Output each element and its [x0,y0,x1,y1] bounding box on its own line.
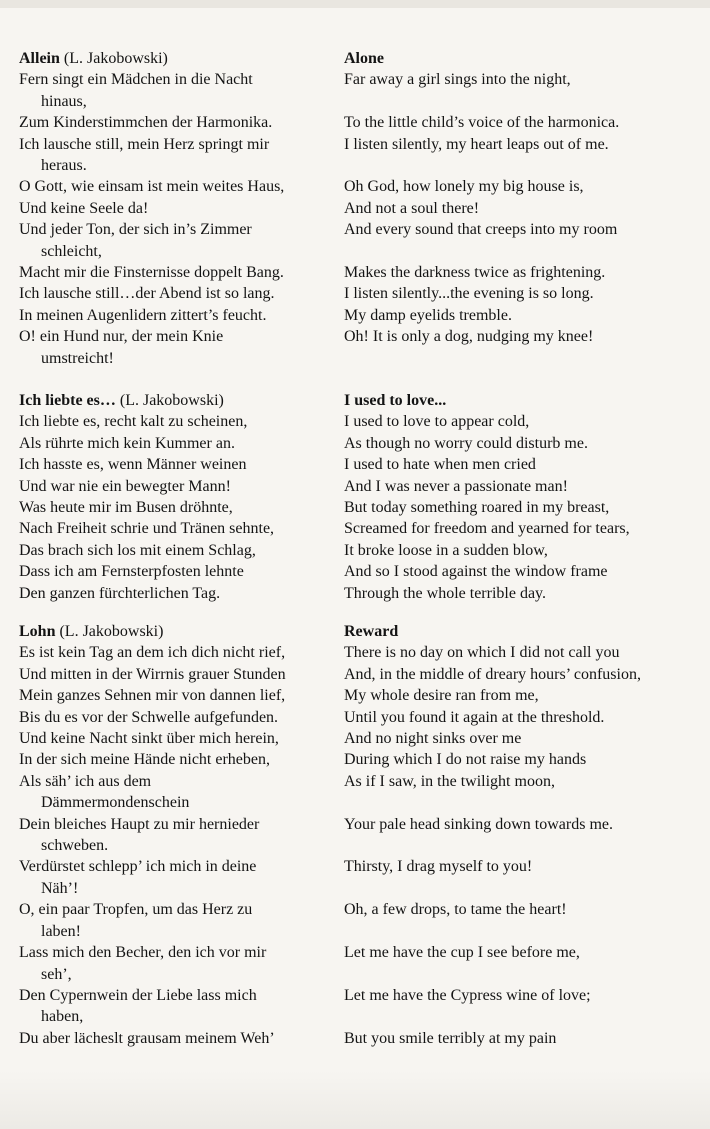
english-line: Makes the darkness twice as frightening. [344,264,606,282]
poem-author: (L. Jakobowski) [119,392,224,409]
poem-line-pair [19,814,699,857]
german-line [19,771,344,814]
german-line-text: O, ein paar Tropfen, um das Herz zu [19,901,253,919]
poem-author: (L. Jakobowski) [59,623,164,640]
german-line-text: Den Cypernwein der Liebe lass mich [19,986,257,1004]
german-line [19,326,344,369]
german-line-text: Bis du es vor der Schwelle aufgefunden. [19,708,279,726]
english-title-text: Alone [344,50,384,67]
german-line-continuation: Dämmermondenschein [41,794,190,812]
poem-line-pair [19,219,699,262]
poem-line-pair [19,433,699,454]
german-line-continuation: heraus. [41,157,87,175]
poem-author: (L. Jakobowski) [63,50,168,67]
german-line [19,1028,344,1049]
german-title [19,48,344,69]
german-line-text: Und jeder Ton, der sich in’s Zimmer [19,221,252,239]
german-line-text: Dass ich am Fernsterpfosten lehnte [19,563,244,581]
english-line: Screamed for freedom and yearned for tears, [344,520,630,538]
german-line-continuation: hinaus, [41,92,87,110]
poem-line-pair [19,728,699,749]
german-line [19,985,344,1028]
english-line: And, in the middle of dreary hours’ confusion, [344,665,641,683]
german-line-continuation: schweben. [41,837,109,855]
english-line: Oh! It is only a dog, nudging my knee! [344,328,594,346]
english-line: Far away a girl sings into the night, [344,71,571,89]
english-line: There is no day on which I did not call you [344,644,620,662]
english-line: I listen silently...the evening is so long. [344,285,594,303]
german-line [19,664,344,685]
german-line [19,262,344,283]
poem-line-pair [19,561,699,582]
german-line-text: Als rührte mich kein Kummer an. [19,434,235,452]
german-line [19,899,344,942]
german-line [19,305,344,326]
german-line-text: Ich lausche still, mein Herz springt mir [19,135,270,153]
german-line-text: Zum Kinderstimmchen der Harmonika. [19,114,273,132]
german-title [19,390,344,411]
german-title-text: Ich liebte es… [19,392,116,409]
poem-line-pair [19,685,699,706]
german-line-text: In der sich meine Hände nicht erheben, [19,751,271,769]
poem-line-pair [19,262,699,283]
poem-ich-liebte-es [19,390,699,604]
german-line-continuation: haben, [41,1008,84,1026]
english-line: Oh God, how lonely my big house is, [344,178,584,196]
english-line: It broke loose in a sudden blow, [344,541,548,559]
poem-line-pair [19,198,699,219]
german-line-text: Und mitten in der Wirrnis grauer Stunden [19,665,286,683]
german-line [19,454,344,475]
german-line [19,728,344,749]
german-line [19,69,344,112]
english-line: And no night sinks over me [344,730,522,748]
german-line-text: Den ganzen fürchterlichen Tag. [19,584,221,602]
german-line-text: Ich hasste es, wenn Männer weinen [19,456,247,474]
poem-line-pair [19,856,699,899]
poem-header [19,621,699,642]
poem-allein [19,48,699,369]
german-line [19,198,344,219]
poem-lines [19,642,699,1049]
poem-header [19,390,699,411]
poem-line-pair [19,134,699,177]
english-line: During which I do not raise my hands [344,751,587,769]
english-line: Oh, a few drops, to tame the heart! [344,901,567,919]
english-line: Let me have the Cypress wine of love; [344,986,591,1004]
english-line: And not a soul there! [344,199,480,217]
english-line: I used to hate when men cried [344,456,536,474]
page-top-edge [0,0,710,8]
german-line [19,411,344,432]
german-line-continuation: laben! [41,922,81,940]
poem-line-pair [19,454,699,475]
poem-lines [19,69,699,369]
poem-line-pair [19,69,699,112]
poem-lohn [19,621,699,1049]
german-line-text: Es ist kein Tag an dem ich dich nicht rief, [19,644,286,662]
german-line-continuation: schleicht, [41,242,102,260]
poem-line-pair [19,176,699,197]
german-line-text: Dein bleiches Haupt zu mir hernieder [19,815,260,833]
english-line: Until you found it again at the threshold. [344,708,605,726]
german-line-continuation: umstreicht! [41,349,114,367]
german-line [19,856,344,899]
poem-line-pair [19,707,699,728]
german-title-text: Allein [19,50,60,67]
german-line [19,814,344,857]
poem-line-pair [19,497,699,518]
english-line: Through the whole terrible day. [344,584,547,602]
german-line-text: Und war nie ein bewegter Mann! [19,477,231,495]
german-line-text: Du aber lächeslt grausam meinem Weh’ [19,1029,275,1047]
english-title [344,48,699,69]
german-line-text: Und keine Seele da! [19,199,149,217]
english-line: My damp eyelids tremble. [344,306,512,324]
poem-line-pair [19,305,699,326]
english-line: And every sound that creeps into my room [344,221,618,239]
german-line-text: Nach Freiheit schrie und Tränen sehnte, [19,520,275,538]
german-line-text: O Gott, wie einsam ist mein weites Haus, [19,178,285,196]
german-line-text: Und keine Nacht sinkt über mich herein, [19,730,279,748]
english-line: Let me have the cup I see before me, [344,944,580,962]
english-line: As if I saw, in the twilight moon, [344,772,555,790]
german-line [19,942,344,985]
poem-line-pair [19,642,699,663]
german-line [19,685,344,706]
german-line [19,476,344,497]
german-line [19,583,344,604]
poem-line-pair [19,540,699,561]
english-title-text: Reward [344,623,399,640]
poem-line-pair [19,112,699,133]
german-line [19,561,344,582]
english-line: But today something roared in my breast, [344,499,610,517]
poem-line-pair [19,326,699,369]
poem-line-pair [19,664,699,685]
poem-line-pair [19,283,699,304]
english-line: To the little child’s voice of the harmonica. [344,114,620,132]
english-title-text: I used to love... [344,392,447,409]
poem-line-pair [19,985,699,1028]
german-line-continuation: Näh’! [41,879,79,897]
english-line: My whole desire ran from me, [344,687,539,705]
poem-line-pair [19,942,699,985]
german-line-text: Was heute mir im Busen dröhnte, [19,499,233,517]
english-line: And so I stood against the window frame [344,563,608,581]
german-title [19,621,344,642]
german-line-text: Ich lausche still…der Abend ist so lang. [19,285,275,303]
german-line-text: In meinen Augenlidern zittert’s feucht. [19,306,267,324]
german-line [19,283,344,304]
english-line: And I was never a passionate man! [344,477,568,495]
german-line [19,219,344,262]
page-bottom-edge [0,1071,710,1129]
german-line [19,497,344,518]
poem-line-pair [19,583,699,604]
german-line-text: Fern singt ein Mädchen in die Nacht [19,71,253,89]
poem-line-pair [19,411,699,432]
german-line [19,749,344,770]
german-line [19,707,344,728]
german-line-continuation: seh’, [41,965,72,983]
german-line-text: Mein ganzes Sehnen mir von dannen lief, [19,687,286,705]
german-line-text: O! ein Hund nur, der mein Knie [19,328,224,346]
german-line [19,540,344,561]
english-title [344,621,699,642]
german-line [19,134,344,177]
english-line: I listen silently, my heart leaps out of me. [344,135,609,153]
english-line: But you smile terribly at my pain [344,1029,557,1047]
german-line-text: Macht mir die Finsternisse doppelt Bang. [19,264,284,282]
poem-line-pair [19,899,699,942]
german-line-text: Lass mich den Becher, den ich vor mir [19,944,267,962]
poem-line-pair [19,1028,699,1049]
german-line [19,176,344,197]
english-line: Your pale head sinking down towards me. [344,815,614,833]
poem-line-pair [19,518,699,539]
poem-lines [19,411,699,604]
german-title-text: Lohn [19,623,56,640]
english-title [344,390,699,411]
german-line [19,433,344,454]
poem-header [19,48,699,69]
german-line-text: Ich liebte es, recht kalt zu scheinen, [19,413,248,431]
german-line [19,642,344,663]
german-line-text: Als säh’ ich aus dem [19,772,152,790]
english-line: I used to love to appear cold, [344,413,530,431]
english-line: Thirsty, I drag myself to you! [344,858,533,876]
poem-line-pair [19,476,699,497]
german-line-text: Verdürstet schlepp’ ich mich in deine [19,858,257,876]
poem-line-pair [19,749,699,770]
german-line-text: Das brach sich los mit einem Schlag, [19,541,256,559]
poem-line-pair [19,771,699,814]
english-line: As though no worry could disturb me. [344,434,588,452]
german-line [19,112,344,133]
german-line [19,518,344,539]
